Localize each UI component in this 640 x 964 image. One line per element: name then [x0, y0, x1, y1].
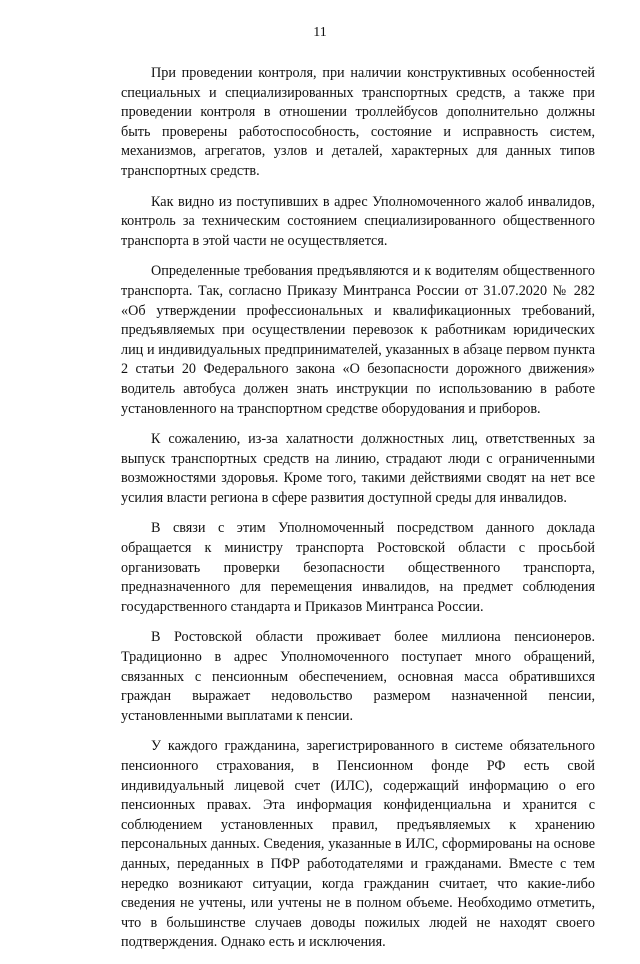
paragraph-complaints: Как видно из поступивших в адрес Уполномоченного жалоб инвалидов, контроль за техническим состоянием специализированного общественного транспорта в этой части не осуществляется. — [121, 193, 595, 249]
paragraph-inspection-control: При проведении контроля, при наличии конструктивных особенностей специальных и специализированных транспортных средств, а также при проведении контроля в отношении троллейбусов дополнительно должны быть проверены работоспособность, состояние и исправность систем, механизмов, агрегатов, узлов и деталей, характерных для данных типов транспортных средств. — [121, 65, 595, 179]
document-body — [121, 64, 595, 964]
paragraph-appeal-to-minister: В связи с этим Уполномоченный посредством данного доклада обращается к министру транспорта Ростовской области с просьбой организовать проверки безопасности общественного транспорта, предназначенного для перемещения инвалидов, на предмет соблюдения государственного стандарта и Приказов Минтранса России. — [121, 520, 595, 615]
paragraph-negligence: К сожалению, из-за халатности должностных лиц, ответственных за выпуск транспортных средств на линию, страдают люди с ограниченными возможностями здоровья. Кроме того, такими действиями сводят на нет все усилия власти региона в сфере развития доступной среды для инвалидов. — [121, 431, 595, 506]
page-number: 11 — [313, 25, 327, 40]
paragraph-personal-account: У каждого гражданина, зарегистрированного в системе обязательного пенсионного страхования, в Пенсионном фонде РФ есть свой индивидуальный лицевой счет (ИЛС), содержащий информацию о его пенсионных правах. Эта информация конфиденциальна и хранится с соблюдением установленных правил, предъявляемых к хранению персональных данных. Сведения, указанные в ИЛС, сформированы на основе данных, переданных в ПФР работодателями и гражданами. Вместе с тем нередко возникают ситуации, когда гражданин считает, что какие-либо сведения не учтены, или учтены не в полном объеме. Необходимо отметить, что в большинстве случаев доводы пожилых людей не находят своего подтверждения. Однако есть и исключения. — [121, 738, 595, 951]
paragraph-driver-requirements: Определенные требования предъявляются и к водителям общественного транспорта. Так, согласно Приказу Минтранса России от 31.07.2020 № 282 «Об утверждении профессиональных и квалификационных требований, предъявляемых при осуществлении перевозок к работникам юридических лиц и индивидуальных предпринимателей, указанных в абзаце первом пункта 2 статьи 20 Федерального закона «О безопасности дорожного движения» водитель автобуса должен знать инструкции по использованию в работе установленного на транспортном средстве оборудования и приборов. — [121, 263, 595, 417]
paragraph-pensioners: В Ростовской области проживает более миллиона пенсионеров. Традиционно в адрес Уполномоченного поступает много обращений, связанных с пенсионным обеспечением, основная масса обратившихся граждан выражает недовольство размером назначенной пенсии, установленными выплатами к пенсии. — [121, 629, 595, 724]
